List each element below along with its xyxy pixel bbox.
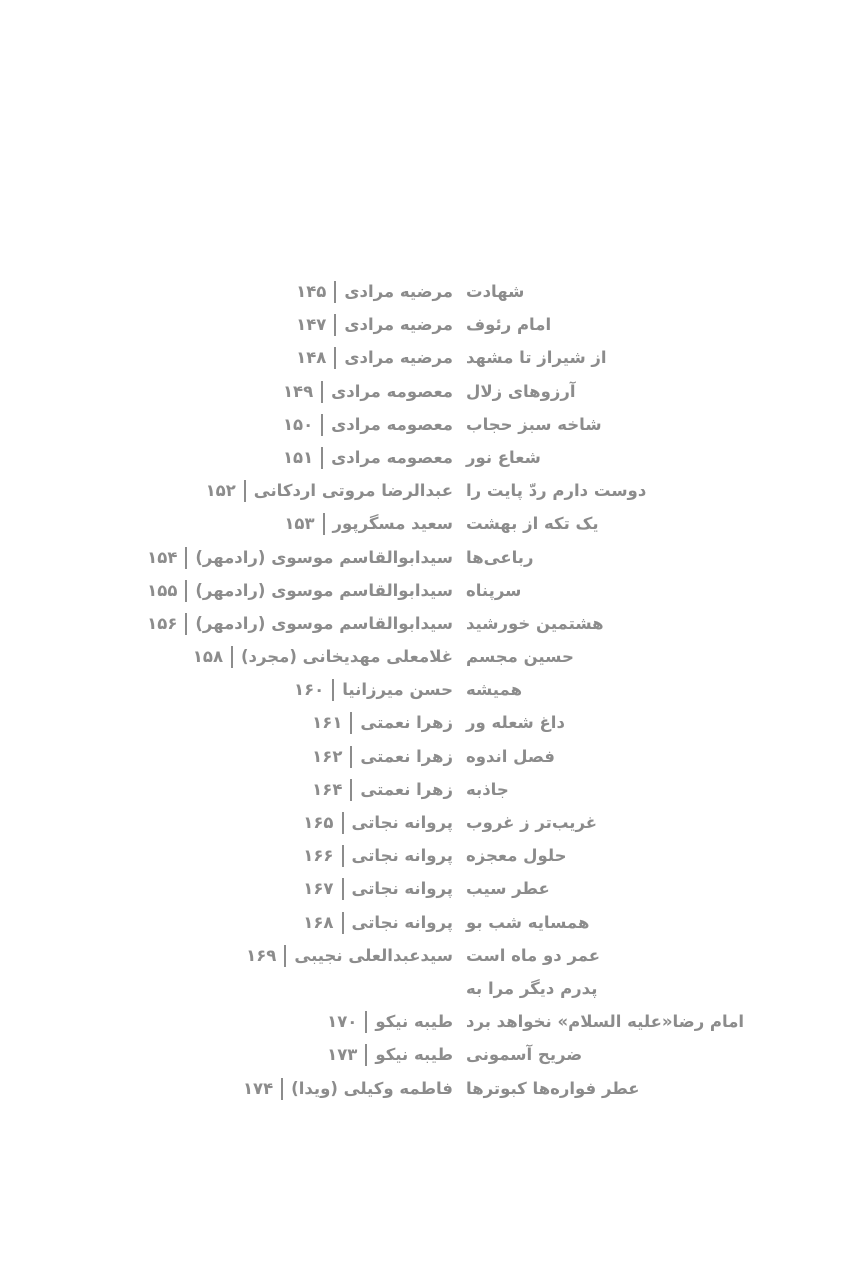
toc-row[interactable] xyxy=(0,974,857,1007)
entry-title: هشتمین خورشید xyxy=(466,613,604,633)
entry-page: ۱۵۱ xyxy=(282,447,314,467)
separator xyxy=(350,746,352,768)
entry-title: پدرم دیگر مرا به xyxy=(466,978,598,998)
entry-author: غلامعلی مهدیخانی (مجرد) xyxy=(241,647,453,667)
toc-row[interactable] xyxy=(0,775,857,808)
separator xyxy=(334,281,336,303)
entry-page: ۱۵۶ xyxy=(147,613,178,633)
entry-title: آرزوهای زلال xyxy=(466,381,576,401)
separator xyxy=(342,878,344,900)
entry-page: ۱۶۶ xyxy=(303,846,334,866)
entry-page: ۱۶۲ xyxy=(312,746,343,766)
entry-meta xyxy=(147,576,453,606)
entry-title: از شیراز تا مشهد xyxy=(466,348,607,368)
entry-title: عطر فواره‌ها کبوترها xyxy=(466,1078,640,1098)
entry-title: داغ شعله ور xyxy=(466,713,565,733)
entry-title: رباعی‌ها xyxy=(466,547,534,567)
entry-title: شهادت xyxy=(466,282,525,301)
entry-author: زهرا نعمتی xyxy=(360,779,453,799)
entry-author: زهرا نعمتی xyxy=(360,713,453,733)
entry-author: سیدابوالقاسم موسوی (رادمهر) xyxy=(195,613,453,633)
entry-author: سیدعبدالعلی نجیبی xyxy=(294,945,453,965)
entry-author: مرضیه مرادی xyxy=(344,315,453,335)
entry-meta xyxy=(283,410,453,440)
entry-title: همسایه شب بو xyxy=(466,912,590,932)
entry-page: ۱۴۸ xyxy=(296,348,327,368)
entry-page: ۱۵۲ xyxy=(205,481,236,501)
separator xyxy=(342,912,344,934)
entry-author: پروانه نجاتی xyxy=(351,912,453,932)
separator xyxy=(185,547,187,569)
entry-title: ضریح آسمونی xyxy=(466,1045,583,1065)
separator xyxy=(321,414,323,436)
entry-meta xyxy=(303,874,453,904)
entry-meta xyxy=(147,543,453,573)
toc-row[interactable] xyxy=(0,576,857,609)
separator xyxy=(350,712,352,734)
entry-author: سعید مسگرپور xyxy=(332,514,453,534)
entry-title: دوست دارم ردّ پایت را xyxy=(466,481,647,501)
entry-title: حلول معجزه xyxy=(466,846,567,866)
entry-author: معصومه مرادی xyxy=(331,381,453,401)
separator xyxy=(185,613,187,635)
entry-meta xyxy=(296,277,453,307)
entry-title: سرپناه xyxy=(466,580,522,600)
toc-row[interactable] xyxy=(0,742,857,775)
entry-author: سیدابوالقاسم موسوی (رادمهر) xyxy=(195,580,453,600)
entry-page: ۱۵۴ xyxy=(147,547,178,567)
separator xyxy=(284,945,286,967)
separator xyxy=(231,646,233,668)
separator xyxy=(365,1044,367,1066)
entry-meta xyxy=(243,1074,453,1104)
entry-page: ۱۵۰ xyxy=(282,414,314,434)
separator xyxy=(334,314,336,336)
toc-row[interactable] xyxy=(0,543,857,576)
toc-row[interactable] xyxy=(0,941,857,974)
entry-page: ۱۵۳ xyxy=(284,514,315,534)
entry-meta xyxy=(294,675,453,705)
entry-meta xyxy=(246,941,453,971)
entry-meta xyxy=(312,775,453,805)
entry-author: مرضیه مرادی xyxy=(344,282,453,301)
toc-row[interactable] xyxy=(0,609,857,642)
separator xyxy=(342,845,344,867)
toc-row[interactable] xyxy=(0,410,857,443)
entry-title: شعاع نور xyxy=(466,447,541,467)
entry-title: عطر سیب xyxy=(466,879,550,899)
toc-row[interactable] xyxy=(0,509,857,542)
separator xyxy=(185,580,187,602)
entry-page: ۱۵۸ xyxy=(192,647,224,667)
entry-title: عمر دو ماه است xyxy=(466,945,601,965)
entry-title: یک تکه از بهشت xyxy=(466,514,599,534)
entry-title: شاخه سبز حجاب xyxy=(466,414,602,434)
entry-author: زهرا نعمتی xyxy=(360,746,453,766)
entry-page: ۱۶۸ xyxy=(303,912,334,932)
entry-page: ۱۵۵ xyxy=(147,580,178,600)
toc-row[interactable] xyxy=(0,343,857,376)
entry-title: حسین مجسم xyxy=(466,647,574,667)
separator xyxy=(332,679,334,701)
entry-page: ۱۶۴ xyxy=(312,779,343,799)
entry-author: پروانه نجاتی xyxy=(351,813,453,832)
entry-author: پروانه نجاتی xyxy=(351,879,453,899)
entry-page: ۱۶۷ xyxy=(303,879,334,899)
entry-title: فصل اندوه xyxy=(466,746,555,766)
entry-author: فاطمه وکیلی (ویدا) xyxy=(291,1078,453,1098)
toc-row[interactable] xyxy=(0,908,857,941)
entry-page: ۱۶۰ xyxy=(294,680,325,700)
entry-title: همیشه xyxy=(466,680,523,700)
toc-row[interactable] xyxy=(0,1074,857,1107)
entry-author: معصومه مرادی xyxy=(331,447,453,467)
toc-row[interactable] xyxy=(0,874,857,907)
separator xyxy=(350,779,352,801)
table-of-contents xyxy=(0,277,857,1107)
entry-page: ۱۶۵ xyxy=(303,813,334,832)
separator xyxy=(342,812,344,834)
toc-row[interactable] xyxy=(0,841,857,874)
toc-row[interactable] xyxy=(0,476,857,509)
entry-meta xyxy=(283,443,453,473)
entry-page: ۱۴۵ xyxy=(296,282,327,301)
entry-page: ۱۶۱ xyxy=(312,713,343,733)
separator xyxy=(365,1011,367,1033)
entry-meta xyxy=(303,908,453,938)
separator xyxy=(321,447,323,469)
entry-meta xyxy=(283,377,453,407)
toc-row[interactable] xyxy=(0,377,857,410)
entry-title: امام رئوف xyxy=(466,315,552,335)
separator xyxy=(334,347,336,369)
entry-meta xyxy=(327,1007,453,1037)
entry-author: مرضیه مرادی xyxy=(344,348,453,368)
entry-meta xyxy=(193,642,453,672)
entry-author: طیبه نیکو xyxy=(375,1045,453,1065)
entry-author: حسن میرزانیا xyxy=(342,680,453,700)
separator xyxy=(321,381,323,403)
separator xyxy=(281,1078,283,1100)
entry-author: معصومه مرادی xyxy=(331,414,453,434)
toc-row[interactable] xyxy=(0,808,857,841)
entry-author: طیبه نیکو xyxy=(375,1012,453,1032)
entry-author: پروانه نجاتی xyxy=(351,846,453,866)
entry-meta xyxy=(303,841,453,871)
toc-row[interactable] xyxy=(0,1007,857,1040)
entry-title: جاذبه xyxy=(466,779,509,799)
entry-title: امام رضا«علیه السلام» نخواهد برد xyxy=(466,1012,745,1032)
entry-author: عبدالرضا مروتی اردکانی xyxy=(253,481,453,501)
toc-row[interactable] xyxy=(0,310,857,343)
entry-meta xyxy=(284,509,453,539)
separator xyxy=(244,480,246,502)
entry-author: سیدابوالقاسم موسوی (رادمهر) xyxy=(195,547,453,567)
toc-row[interactable] xyxy=(0,708,857,741)
separator xyxy=(323,513,325,535)
entry-title: غریب‌تر ز غروب xyxy=(466,813,598,832)
entry-page: ۱۶۹ xyxy=(246,945,277,965)
toc-row[interactable] xyxy=(0,642,857,675)
entry-meta xyxy=(296,310,453,340)
toc-row[interactable] xyxy=(0,675,857,708)
entry-page: ۱۴۷ xyxy=(296,315,327,335)
entry-meta xyxy=(312,708,453,738)
entry-page: ۱۷۳ xyxy=(327,1045,358,1065)
toc-row[interactable] xyxy=(0,1040,857,1073)
entry-meta xyxy=(303,808,453,838)
entry-page: ۱۷۴ xyxy=(242,1078,274,1098)
entry-meta xyxy=(296,343,453,373)
toc-row[interactable] xyxy=(0,277,857,310)
entry-meta xyxy=(206,476,453,506)
entry-meta xyxy=(147,609,453,639)
toc-row[interactable] xyxy=(0,443,857,476)
entry-meta xyxy=(312,742,453,772)
entry-meta xyxy=(327,1040,453,1070)
entry-page: ۱۴۹ xyxy=(282,381,314,401)
entry-page: ۱۷۰ xyxy=(327,1012,358,1032)
